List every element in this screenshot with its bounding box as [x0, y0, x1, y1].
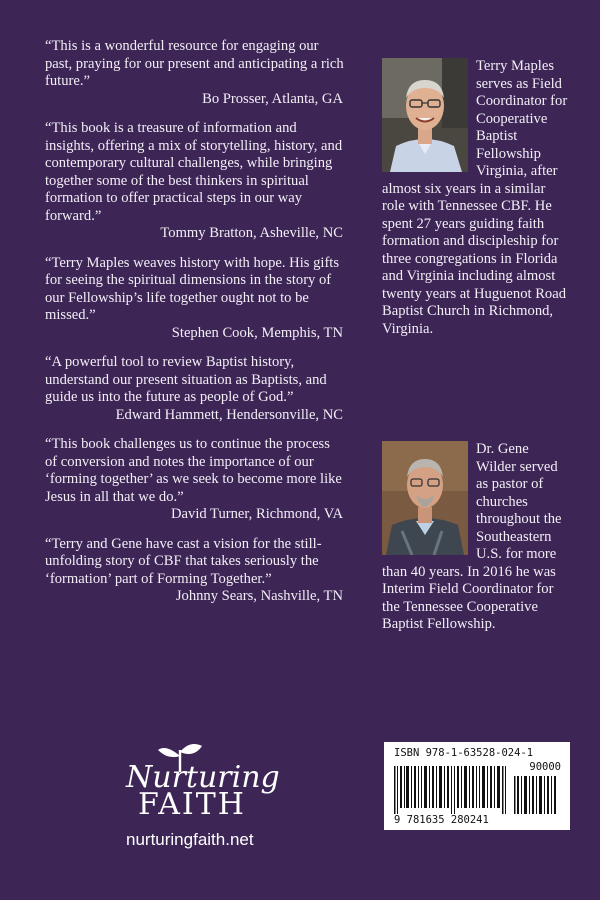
author-photo-gene-wilder — [382, 441, 468, 555]
endorsement-text: “A powerful tool to review Baptist history, understand our present situation as Baptists, and guide us into the future as people of God.” — [45, 354, 327, 405]
author-bio-terry-maples — [382, 58, 568, 338]
bio-text: Dr. Gene Wilder served as pastor of churches throughout the Southeastern U.S. for more than 40 years. In 2016 he was Interim Field Coordinator for the Tennessee Cooperative Baptist Fellowship. — [382, 441, 562, 632]
endorsements — [45, 38, 345, 618]
endorsement-attribution: Edward Hammett, Hendersonville, NC — [115, 406, 343, 423]
endorsement — [45, 120, 345, 243]
publisher-url: nurturingfaith.net — [126, 830, 254, 849]
author-photo-terry-maples — [382, 58, 468, 172]
logo-word: FAITH — [138, 787, 246, 822]
publisher-logo — [118, 740, 278, 860]
ean-number: 9 781635 280241 — [394, 814, 489, 826]
endorsement — [45, 536, 345, 606]
endorsement-text: “This book is a treasure of information and insights, offering a mix of storytelling, history, and contemporary cultural challenges, while bringing together some of the best thinkers in spiritual formation to offer practical steps in our way forward.” — [45, 120, 343, 224]
endorsement-attribution: Bo Prosser, Atlanta, GA — [202, 90, 343, 107]
bio-text: Terry Maples serves as Field Coordinator for Cooperative Baptist Fellowship Virginia, after almost six years in a similar role with Tennessee CBF. He spent 27 years guiding faith formation and discipleship for three congregations in Florida and Virginia including almost twenty years at Huguenot Road Baptist Church in Richmond, Virginia. — [382, 58, 568, 337]
price-code: 90000 — [529, 761, 561, 773]
endorsement — [45, 255, 345, 343]
logo-script: Nurturing — [126, 760, 280, 795]
barcode — [384, 742, 570, 830]
endorsement-text: “This book challenges us to continue the process of conversion and notes the importance of our ‘forming together’ as we seek to become more like Jesus in all that we do.” — [45, 436, 342, 505]
endorsement — [45, 38, 345, 108]
endorsement-text: “Terry and Gene have cast a vision for the still-unfolding story of CBF that takes seriously the ‘formation’ part of Forming Together.” — [45, 535, 322, 587]
endorsement-text: “This is a wonderful resource for engaging our past, praying for our present and anticipating a rich future.” — [45, 38, 344, 89]
endorsement — [45, 354, 345, 424]
endorsement-text: “Terry Maples weaves history with hope. His gifts for seeing the spiritual dimensions in the story of our Fellowship’s life together ought not to be missed.” — [45, 254, 340, 323]
endorsement-attribution: Tommy Bratton, Asheville, NC — [160, 225, 343, 241]
endorsement-attribution: David Turner, Richmond, VA — [171, 506, 343, 522]
author-bio-gene-wilder — [382, 441, 568, 634]
endorsement-attribution: Johnny Sears, Nashville, TN — [175, 588, 343, 604]
endorsement-attribution: Stephen Cook, Memphis, TN — [171, 324, 343, 341]
endorsement — [45, 436, 345, 524]
isbn-number: ISBN 978-1-63528-024-1 — [394, 747, 534, 759]
